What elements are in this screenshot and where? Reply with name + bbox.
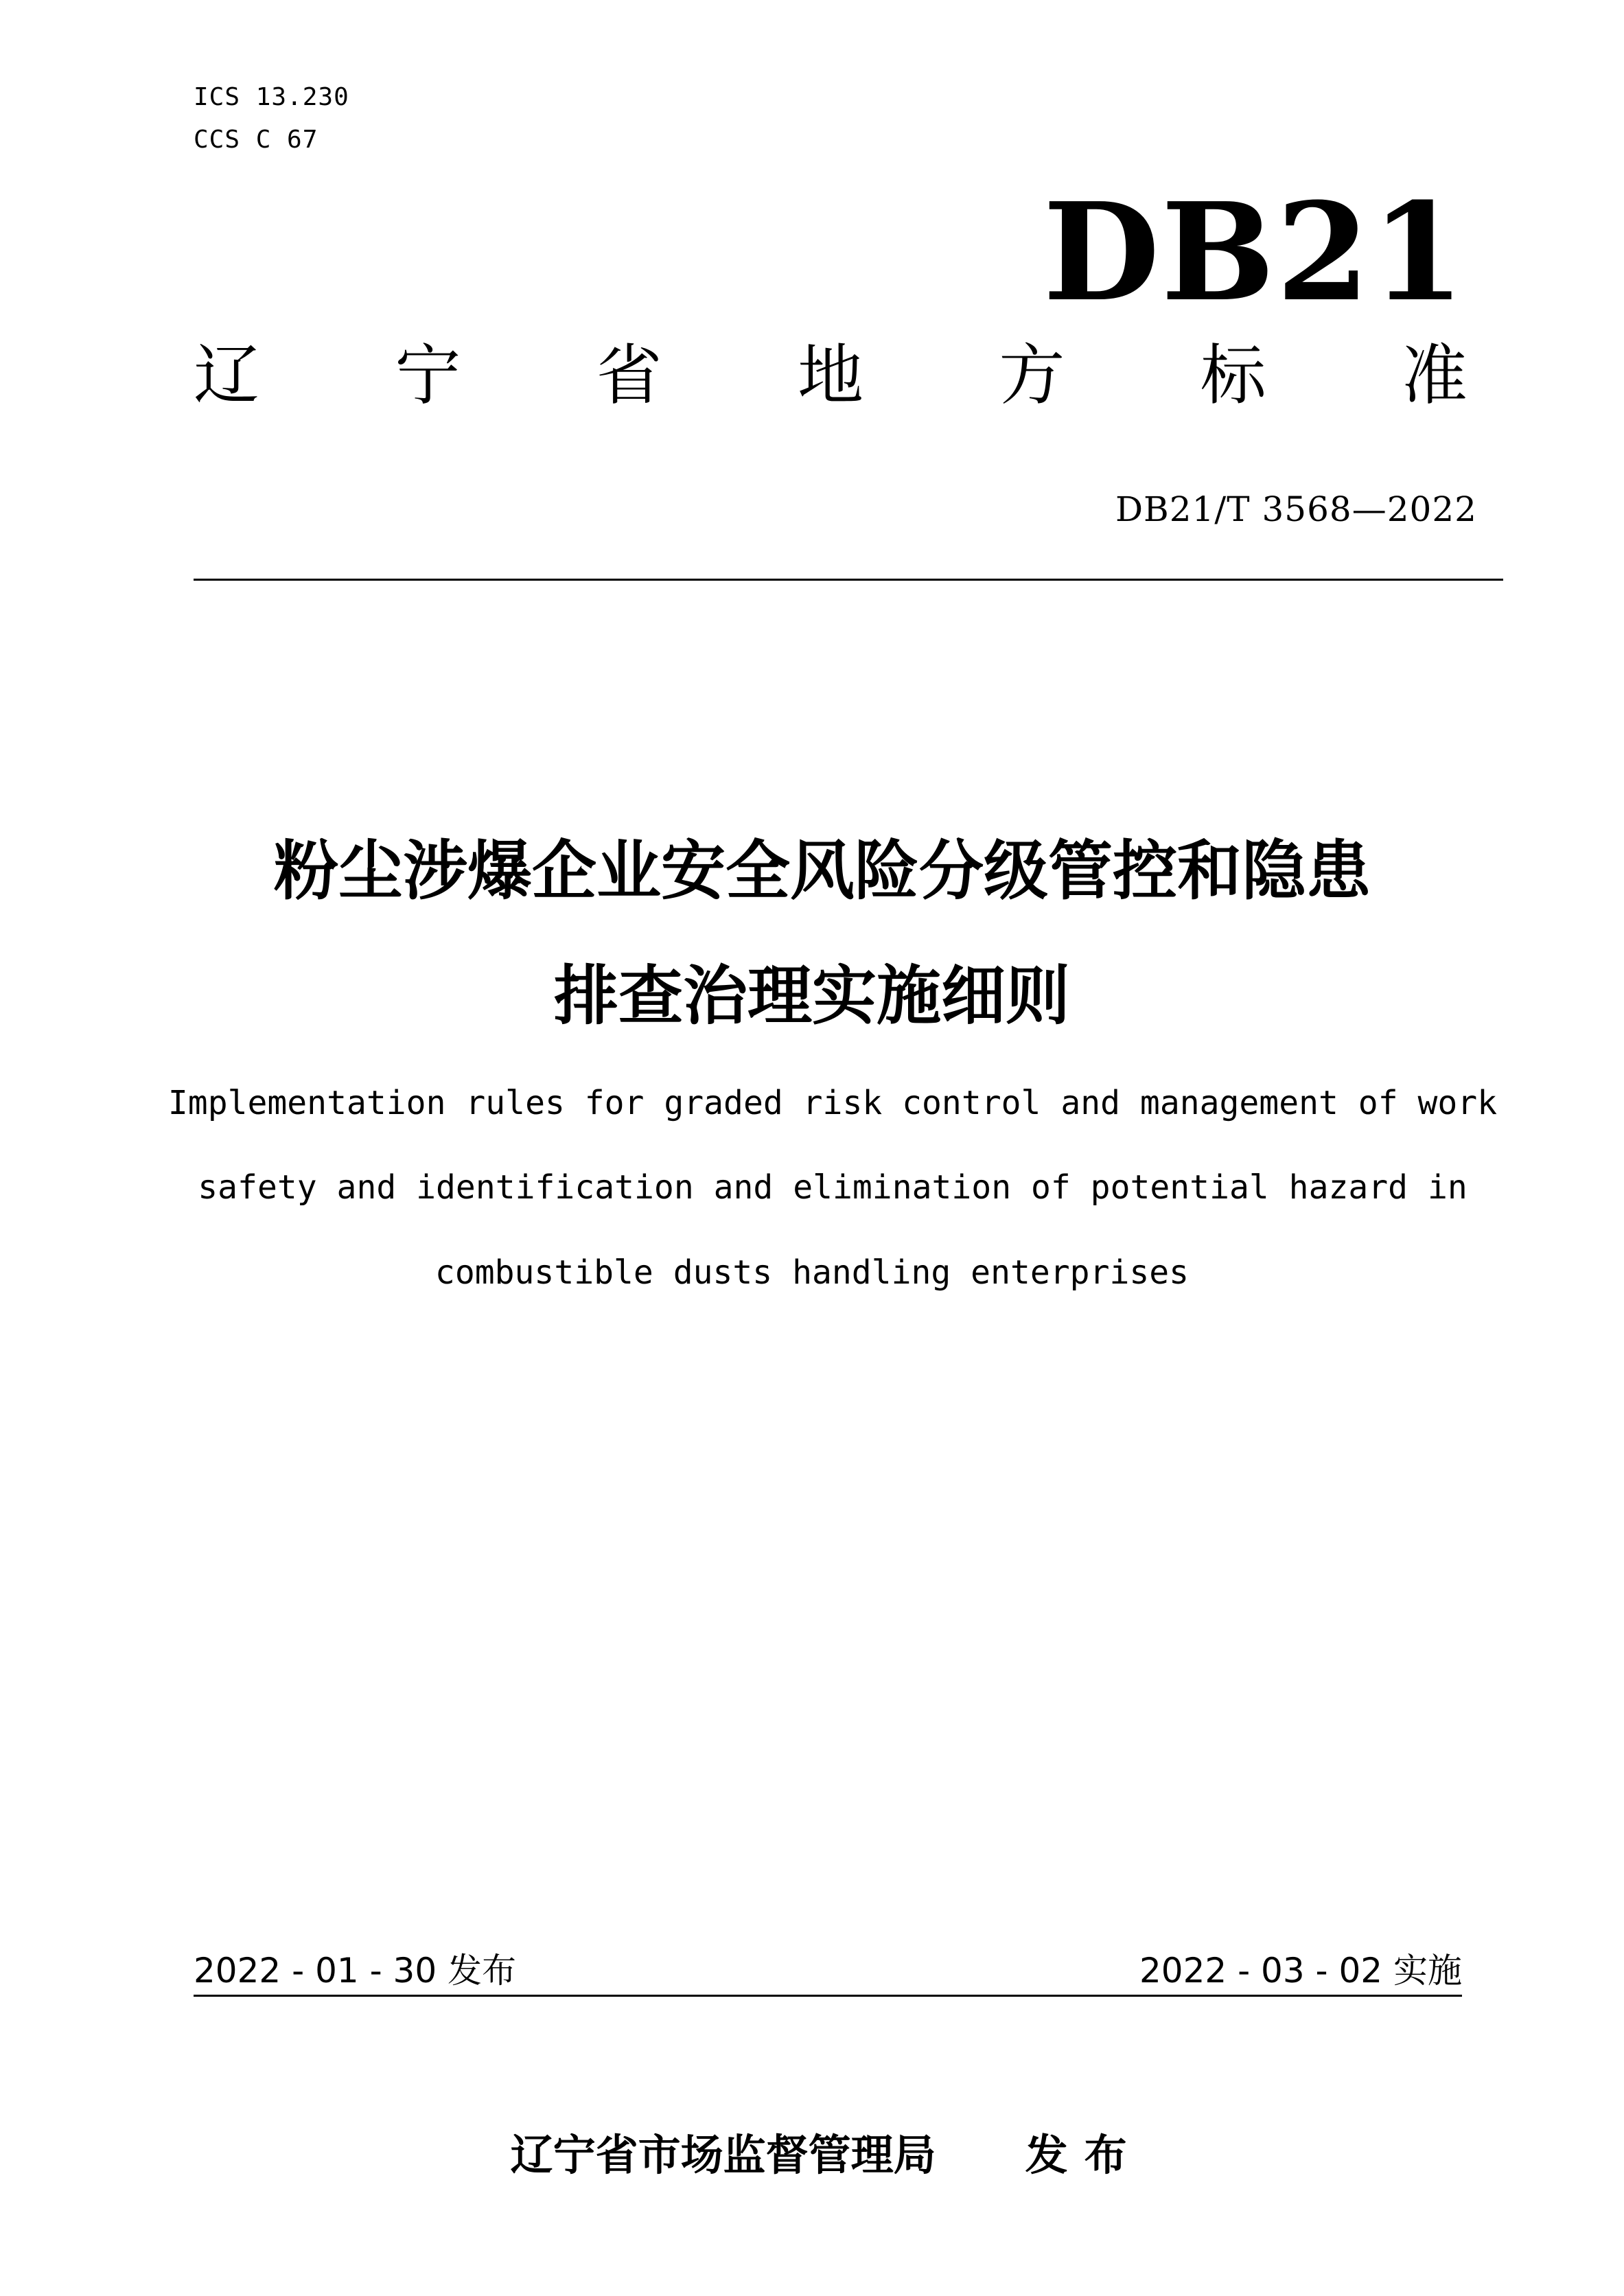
standard-type-char: 辽 bbox=[194, 337, 259, 414]
standard-number: DB21/T 3568—2022 bbox=[1115, 489, 1477, 529]
publisher-name: 辽宁省市场监督管理局 bbox=[510, 2130, 936, 2180]
issue-date: 2022 - 01 - 30 发布 bbox=[194, 1951, 517, 1991]
top-divider bbox=[194, 579, 1503, 581]
standard-type-char: 标 bbox=[1200, 337, 1266, 414]
standard-type-char: 准 bbox=[1401, 337, 1468, 414]
english-title-line-1: Implementation rules for graded risk control and management of work bbox=[167, 1084, 1498, 1122]
publisher-line bbox=[0, 2073, 1624, 2183]
chinese-title-line-2: 排查治理实施细则 bbox=[553, 959, 1070, 1034]
standard-type-heading bbox=[194, 338, 1468, 413]
bottom-divider bbox=[194, 1995, 1462, 1997]
standard-type-char: 方 bbox=[999, 337, 1065, 414]
standard-type-char: 地 bbox=[797, 337, 863, 414]
english-title-line-2: safety and identification and elimination of potential hazard in bbox=[198, 1168, 1468, 1207]
publisher-action: 发布 bbox=[1025, 2130, 1144, 2180]
ics-code: ICS 13.230 bbox=[194, 83, 349, 111]
standard-logo: DB21 bbox=[1043, 174, 1466, 332]
implementation-date: 2022 - 03 - 02 实施 bbox=[1139, 1951, 1462, 1991]
chinese-title-line-1: 粉尘涉爆企业安全风险分级管控和隐患 bbox=[273, 834, 1371, 909]
standard-type-char: 省 bbox=[596, 337, 662, 414]
ccs-code: CCS C 67 bbox=[194, 126, 318, 154]
standard-type-char: 宁 bbox=[395, 337, 461, 414]
english-title-line-3: combustible dusts handling enterprises bbox=[434, 1253, 1190, 1292]
